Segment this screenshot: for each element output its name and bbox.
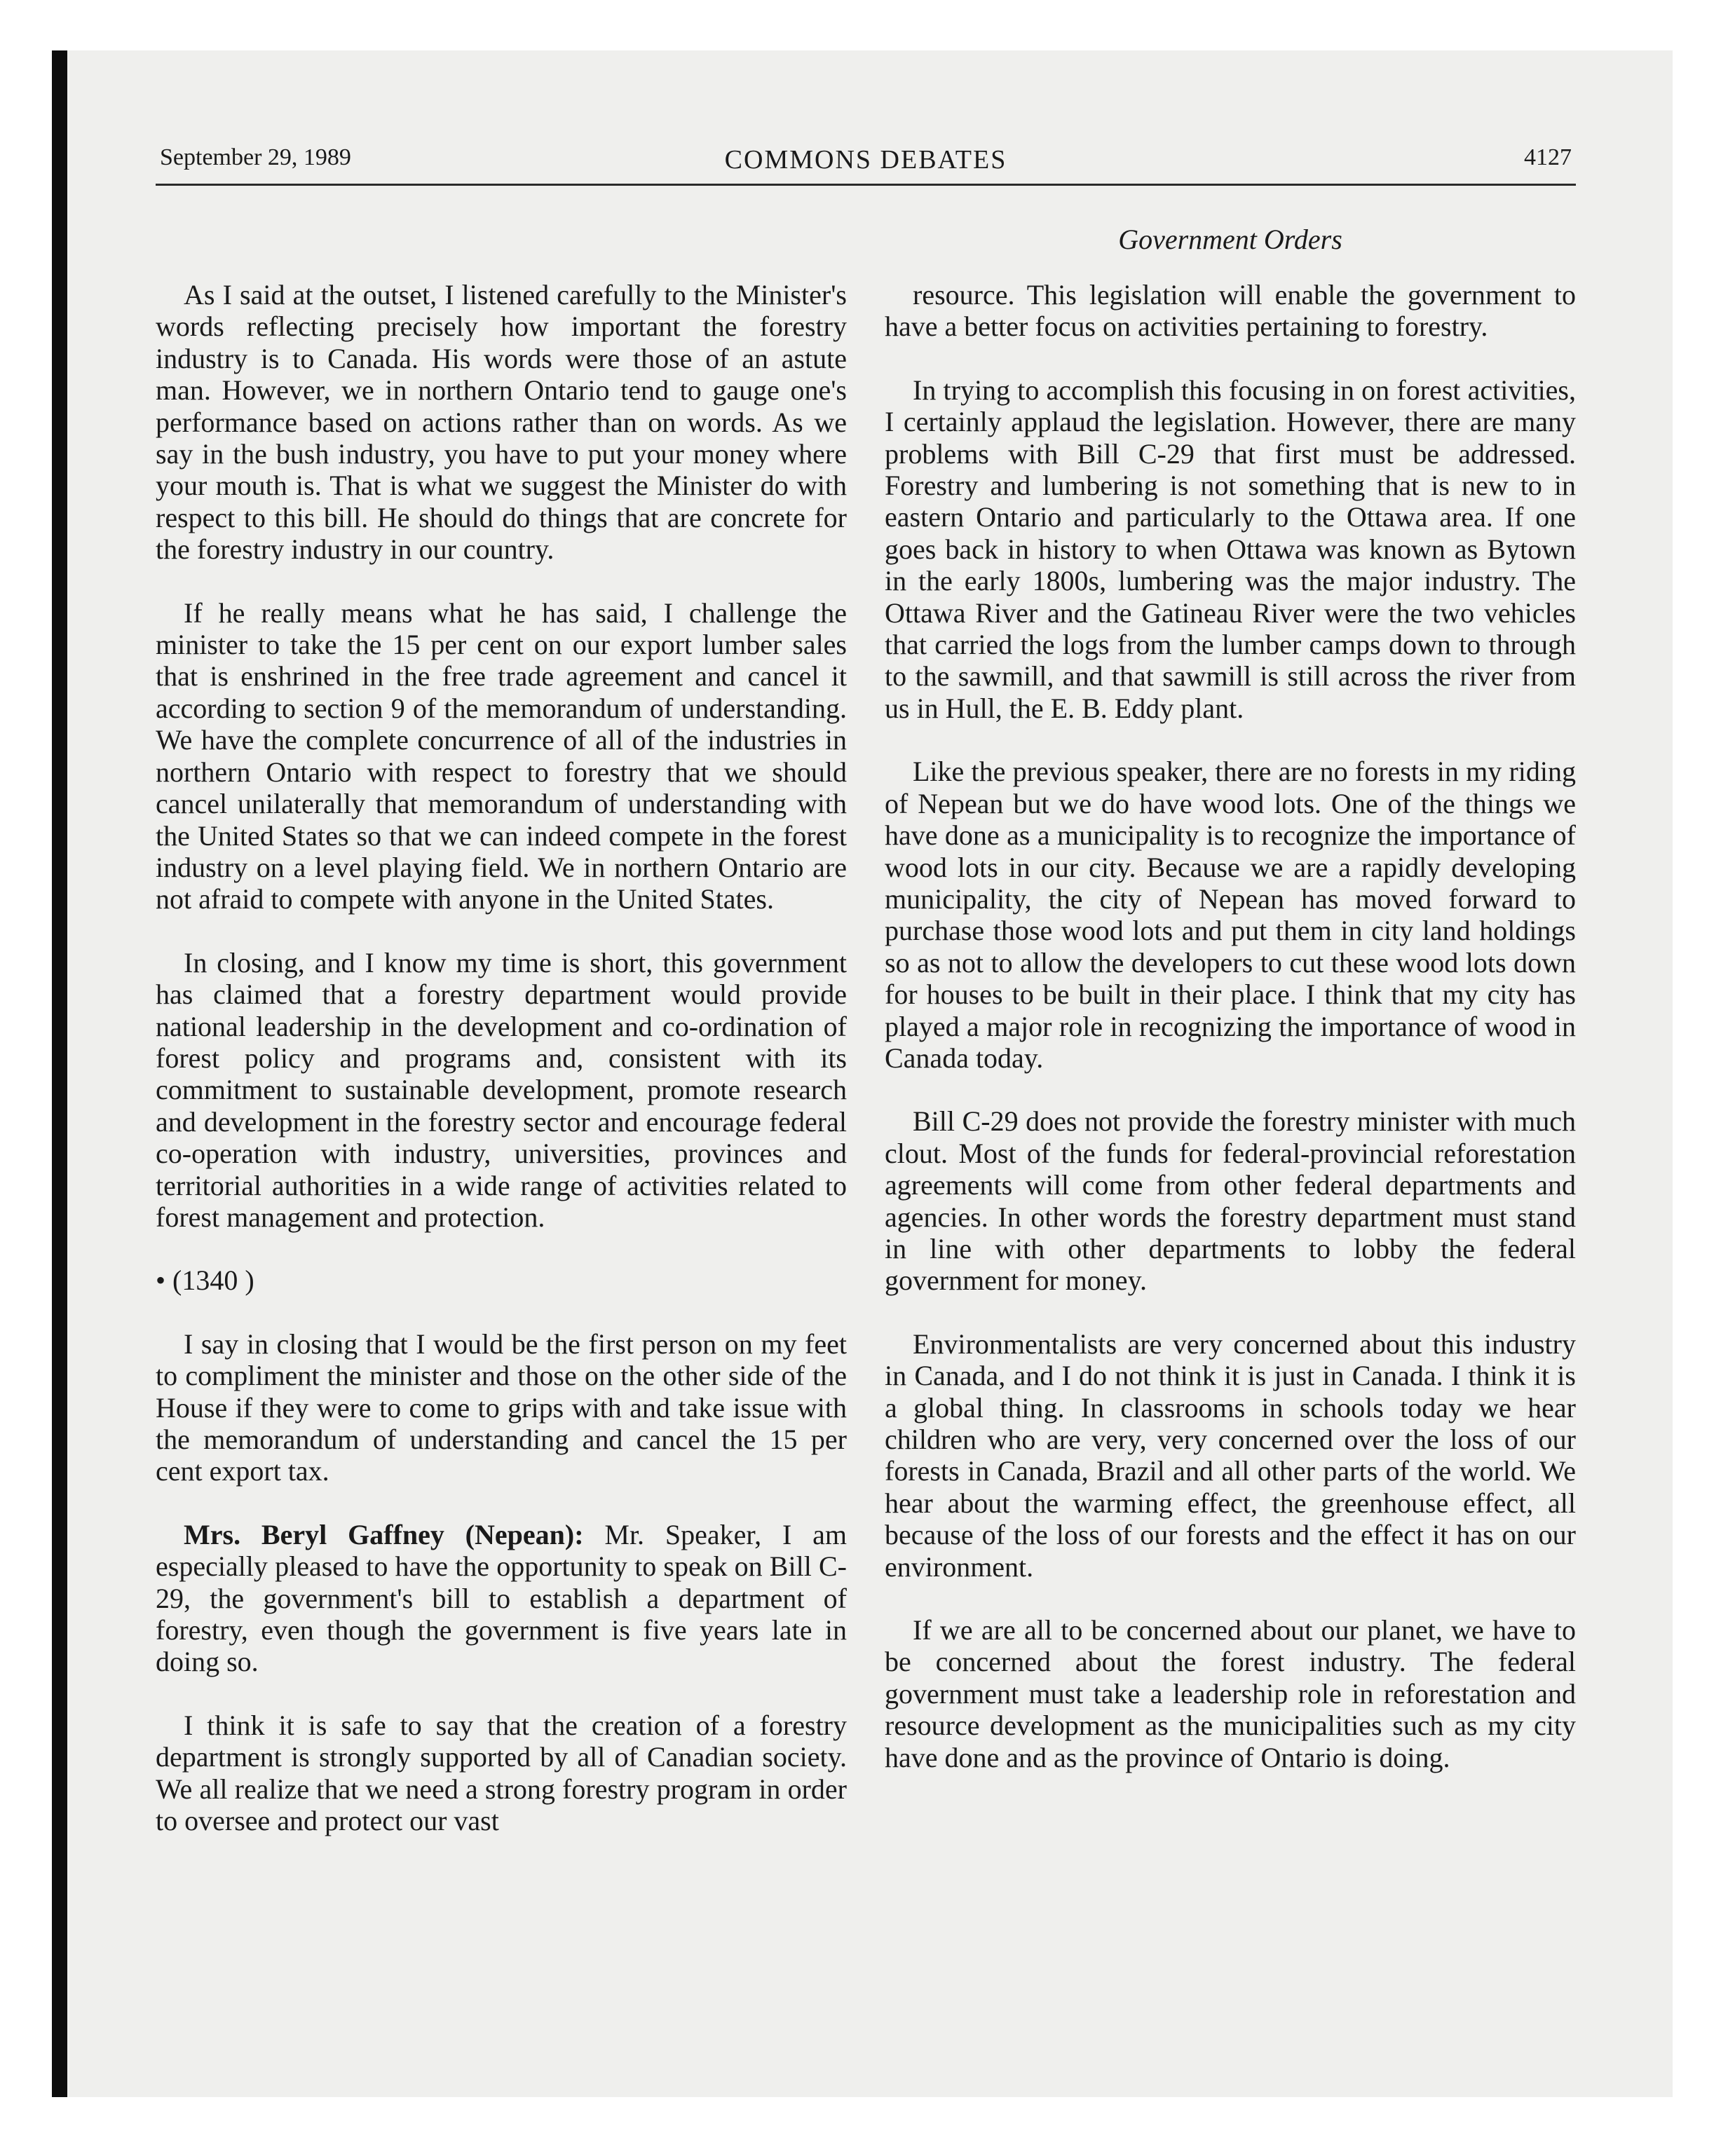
speaker-paragraph <box>156 1519 847 1678</box>
time-marker: • (1340 ) <box>156 1264 254 1297</box>
paragraph: If he really means what he has said, I challenge the minister to take the 15 per cent on our export lumber sales that is enshrined in the free trade agreement and cancel it according to section 9 of the memorandum of understanding. We have the complete concurrence of all of the industries in northern Ontario with respect to forestry that we should cancel unilaterally that memorandum of understanding with the United States so that we can indeed compete in the forest industry on a level playing field. We in northern Ontario are not afraid to compete with anyone in the United States. <box>156 596 847 915</box>
page-header <box>156 144 1576 181</box>
speaker-name: Mrs. Beryl Gaffney (Nepean): <box>184 1518 584 1550</box>
page-number: 4127 <box>1524 144 1572 170</box>
paragraph: I think it is safe to say that the creation of a forestry department is strongly supported by all of Canadian society. We all realize that we need a strong forestry program in order to oversee and protect our vast <box>156 1709 847 1837</box>
header-title: COMMONS DEBATES <box>724 145 1007 175</box>
paragraph: If we are all to be concerned about our planet, we have to be concerned about the forest industry. The federal government must take a leadership role in reforestation and resource development as the municipalities such as my city have done and as the province of Ontario is doing. <box>885 1614 1576 1773</box>
paragraph: In closing, and I know my time is short, this government has claimed that a forestry department would provide national leadership in the development and co-ordination of forest policy and programs and, consistent with its commitment to sustainable development, promote research and development in the forestry sector and encourage federal co-operation with industry, universities, provinces and territorial authorities in a wide range of activities related to forest management and protection. <box>156 946 847 1233</box>
paragraph: Bill C-29 does not provide the forestry minister with much clout. Most of the funds for federal-provincial reforestation agreements will come from other federal departments and agencies. In other words the forestry department must stand in line with other departments to lobby the federal government for money. <box>885 1105 1576 1297</box>
paragraph: Environmentalists are very concerned about this industry in Canada, and I do not think it is just in Canada. I think it is a global thing. In classrooms in schools today we hear children who are very, very concerned over the loss of our forests in Canada, Brazil and all other parts of the world. We hear about the warming effect, the greenhouse effect, all because of the loss of our forests and the effect it has on our environment. <box>885 1328 1576 1583</box>
left-column <box>156 279 847 1836</box>
section-title: Government Orders <box>1118 224 1342 255</box>
speaker-text: Mr. Speaker, I am especially pleased to have the opportunity to speak on Bill C-29, the government's bill to establish a department of forestry, even though the government is five years late in doing so. <box>156 1518 848 1678</box>
header-date: September 29, 1989 <box>160 144 351 170</box>
paragraph: In trying to accomplish this focusing in on forest activities, I certainly applaud the legislation. However, there are many problems with Bill C-29 that first must be addressed. Forestry and lumbering is not something that is new to in eastern Ontario and particularly to the Ottawa area. If one goes back in history to when Ottawa was known as Bytown in the early 1800s, lumbering was the major industry. The Ottawa River and the Gatineau River were the two vehicles that carried the logs from the lumber camps down to through to the sawmill, and that sawmill is still across the river from us in Hull, the E. B. Eddy plant. <box>885 374 1576 724</box>
paragraph: resource. This legislation will enable the government to have a better focus on activities pertaining to forestry. <box>885 279 1576 343</box>
paragraph: Like the previous speaker, there are no forests in my riding of Nepean but we do have wood lots. One of the things we have done as a municipality is to recognize the importance of wood lots in our city. Because we are a rapidly developing municipality, the city of Nepean has moved forward to purchase those wood lots and put them in city land holdings so as not to allow the developers to cut these wood lots down for houses to be built in their place. I think that my city has played a major role in recognizing the importance of wood in Canada today. <box>885 756 1576 1074</box>
paragraph: I say in closing that I would be the first person on my feet to compliment the minister and those on the other side of the House if they were to come to grips with and take issue with the memorandum of understanding and cancel the 15 per cent export tax. <box>156 1328 847 1487</box>
paragraph: As I said at the outset, I listened carefully to the Minister's words reflecting precisely how important the forestry industry is to Canada. His words were those of an astute man. However, we in northern Ontario tend to gauge one's performance based on actions rather than on words. As we say in the bush industry, you have to put your money where your mouth is. That is what we suggest the Minister do with respect to this bill. He should do things that are concrete for the forestry industry in our country. <box>156 279 847 566</box>
header-rule <box>156 184 1576 186</box>
binding-edge <box>52 50 67 2097</box>
right-column <box>885 279 1576 1773</box>
